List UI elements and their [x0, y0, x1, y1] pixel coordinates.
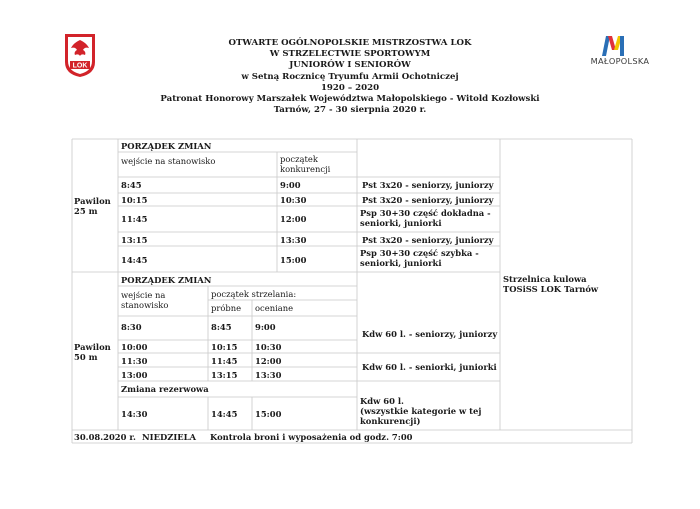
s1-row4-event: Pst 3x20 - seniorzy, juniorzy	[362, 235, 494, 245]
s1-row1-event: Pst 3x20 - seniorzy, juniorzy	[362, 180, 494, 190]
section2-col-trial: próbne	[211, 303, 242, 313]
s1-row3-event: Psp 30+30 część dokładna - seniorki, juniorki	[360, 208, 491, 228]
s2-row3-scored: 12:00	[255, 356, 282, 366]
header-years: 1920 – 2020	[320, 82, 380, 93]
section2-col-entry: wejście na stanowisko	[121, 290, 169, 310]
s2-row2-entry: 10:00	[121, 342, 148, 352]
s2-event-b: Kdw 60 l. - seniorki, juniorki	[362, 362, 497, 372]
s2-row1-scored: 9:00	[255, 322, 276, 332]
s1-row3-entry: 11:45	[121, 214, 148, 224]
s2-row5-trial: 14:45	[211, 409, 238, 419]
s2-reserve-label: Zmiana rezerwowa	[121, 384, 209, 394]
pavilion-25m-label: Pawilon 25 m	[74, 196, 111, 216]
s1-row4-start: 13:30	[280, 235, 307, 245]
s1-row5-start: 15:00	[280, 255, 307, 265]
s2-row2-scored: 10:30	[255, 342, 282, 352]
lok-logo	[63, 32, 97, 78]
section1-col-entry: wejście na stanowisko	[121, 156, 216, 166]
malopolska-logo-text: MAŁOPOLSKA	[590, 56, 650, 66]
header-patronage: Patronat Honorowy Marszałek Województwa Małopolskiego - Witold Kozłowski	[160, 94, 540, 105]
s2-row4-trial: 13:15	[211, 370, 238, 380]
footer-date: 30.08.2020 r.	[74, 432, 136, 442]
s2-row3-entry: 11:30	[121, 356, 148, 366]
s1-row2-event: Pst 3x20 - seniorzy, juniorzy	[362, 195, 494, 205]
s2-event-a: Kdw 60 l. - seniorzy, juniorzy	[362, 329, 498, 339]
section2-col-scored: oceniane	[255, 303, 294, 313]
s1-row4-entry: 13:15	[121, 235, 148, 245]
venue-label: Strzelnica kulowa TOSiSS LOK Tarnów	[503, 274, 599, 294]
s2-row5-scored: 15:00	[255, 409, 282, 419]
s2-row3-trial: 11:45	[211, 356, 238, 366]
pavilion-50m-label: Pawilon 50 m	[74, 342, 111, 362]
header-dedication: w Setną Rocznicę Tryumfu Armii Ochotniczej	[241, 71, 459, 82]
s1-row2-entry: 10:15	[121, 195, 148, 205]
header-subtitle: W STRZELECTWIE SPORTOWYM	[269, 49, 431, 60]
s1-row5-event: Psp 30+30 część szybka - seniorki, juniorki	[360, 248, 479, 268]
s1-row1-entry: 8:45	[121, 180, 142, 190]
section2-col-group: początek strzelania:	[211, 289, 297, 299]
s2-row1-trial: 8:45	[211, 322, 232, 332]
s2-row4-entry: 13:00	[121, 370, 148, 380]
s2-row5-entry: 14:30	[121, 409, 148, 419]
s1-row2-start: 10:30	[280, 195, 307, 205]
header-place-date: Tarnów, 27 - 30 sierpnia 2020 r.	[273, 105, 427, 116]
header-categories: JUNIORÓW I SENIORÓW	[289, 60, 411, 71]
s1-row3-start: 12:00	[280, 214, 307, 224]
lok-logo-text: LOK	[72, 62, 88, 70]
s1-row5-entry: 14:45	[121, 255, 148, 265]
header-title: OTWARTE OGÓLNOPOLSKIE MISTRZOSTWA LOK	[228, 38, 472, 48]
footer-note: Kontrola broni i wyposażenia od godz. 7:00	[210, 432, 413, 442]
section2-title: PORZĄDEK ZMIAN	[121, 275, 212, 285]
s2-event-c: Kdw 60 l. (wszystkie kategorie w tej konkurencji)	[360, 396, 482, 426]
s1-row1-start: 9:00	[280, 180, 301, 190]
footer-day: NIEDZIELA	[142, 432, 197, 442]
s2-row1-entry: 8:30	[121, 322, 142, 332]
section1-title: PORZĄDEK ZMIAN	[121, 141, 212, 151]
s2-row2-trial: 10:15	[211, 342, 238, 352]
s2-row4-scored: 13:30	[255, 370, 282, 380]
section1-col-start: początek konkurencji	[280, 154, 331, 174]
